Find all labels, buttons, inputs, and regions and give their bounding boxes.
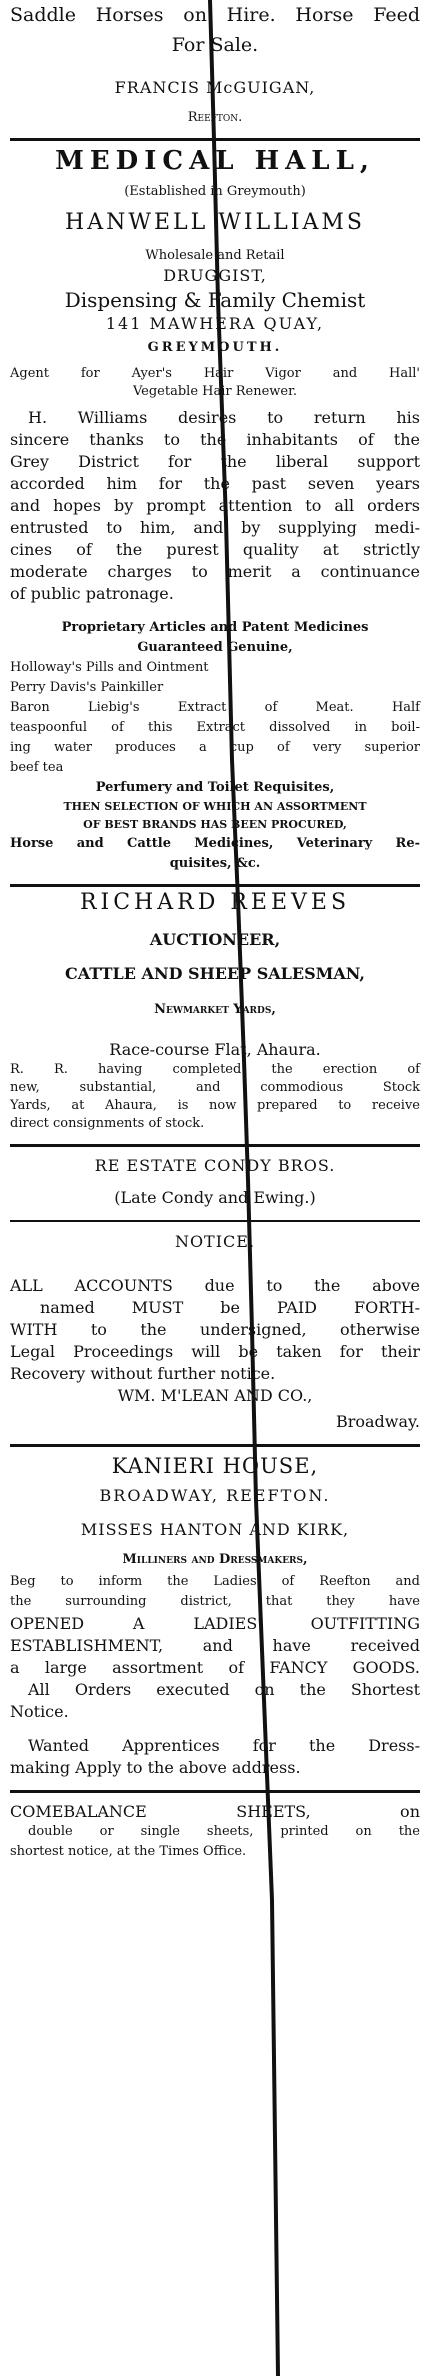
reeves-name: RICHARD REEVES <box>79 890 351 915</box>
reeves-role-1: AUCTIONEER, <box>149 930 281 949</box>
condy-sub: (Late Condy and Ewing.) <box>114 1188 316 1207</box>
medical-proprietor: HANWELL WILLIAMS <box>65 210 365 235</box>
medical-list-line: Holloway's Pills and Ointment <box>10 660 209 675</box>
saddle-proprietor: FRANCIS McGUIGAN, <box>114 78 316 97</box>
medical-body-line: Grey District for the liberal support <box>10 452 420 471</box>
kanieri-body-line: the surrounding district, that they have <box>10 1594 420 1609</box>
notice-body-line: ALL ACCOUNTS due to the above <box>10 1276 420 1295</box>
kanieri-body-line: All Orders executed on the Shortest <box>28 1680 420 1699</box>
kanieri-address: BROADWAY, REEFTON. <box>99 1486 331 1505</box>
reeves-flat: Race-course Flat, Ahaura. <box>109 1040 321 1059</box>
notice-place: Broadway. <box>335 1412 420 1431</box>
balance-line: double or single sheets, printed on the <box>28 1824 420 1839</box>
balance-line: shortest notice, at the Times Office. <box>10 1844 247 1859</box>
kanieri-body-line: Notice. <box>10 1702 69 1721</box>
medical-list-line: Baron Liebig's Extract of Meat. Half <box>10 700 420 715</box>
notice-body-line: named MUST be PAID FORTH- <box>40 1298 420 1317</box>
notice-signature: WM. M'LEAN AND CO., <box>117 1386 313 1405</box>
medical-list-line: Horse and Cattle Medicines, Veterinary Re- <box>10 836 420 851</box>
medical-list-line: THEN SELECTION OF WHICH AN ASSORTMENT <box>63 800 367 813</box>
medical-body-line: of public patronage. <box>10 584 174 603</box>
kanieri-wanted-line: Wanted Apprentices for the Dress- <box>28 1736 420 1755</box>
medical-trade-2: DRUGGIST, <box>163 266 267 285</box>
medical-body-line: H. Williams desires to return his <box>28 408 420 427</box>
kanieri-trade: Milliners and Dressmakers, <box>122 1552 308 1567</box>
medical-list-line: OF BEST BRANDS HAS BEEN PROCURED, <box>83 818 347 831</box>
medical-body-line: sincere thanks to the inhabitants of the <box>10 430 420 449</box>
balance-line: COMEBALANCE SHEETS, on <box>10 1802 420 1821</box>
medical-body-line: accorded him for the past seven years <box>10 474 420 493</box>
medical-list-line: teaspoonful of this Extract dissolved in boil- <box>10 720 420 735</box>
medical-body-line: cines of the purest quality at strictly <box>10 540 420 559</box>
notice-body-line: Recovery without further notice. <box>10 1364 276 1383</box>
medical-address: 141 MAWHERA QUAY, <box>105 314 325 333</box>
medical-trade-3: Dispensing & Family Chemist <box>64 288 366 312</box>
reeves-role-2: CATTLE AND SHEEP SALESMAN, <box>65 964 365 983</box>
reeves-body-line: Yards, at Ahaura, is now prepared to receive <box>10 1098 420 1113</box>
kanieri-body-line: a large assortment of FANCY GOODS. <box>10 1658 420 1677</box>
reeves-yards: Newmarket Yards, <box>154 1002 276 1017</box>
kanieri-wanted-line: making Apply to the above address. <box>10 1758 301 1777</box>
medical-agent-1: Agent for Ayer's Hair Vigor and Hall' <box>10 366 420 381</box>
saddle-line-1: Saddle Horses on Hire. Horse Feed <box>10 4 420 26</box>
medical-list-line: Guaranteed Genuine, <box>137 640 293 655</box>
medical-body-line: and hopes by prompt attention to all orders <box>10 496 420 515</box>
condy-title: RE ESTATE CONDY BROS. <box>94 1156 336 1175</box>
medical-agent-2: Vegetable Hair Renewer. <box>132 384 298 399</box>
notice-heading: NOTICE. <box>174 1232 256 1251</box>
medical-list-line: quisites, &c. <box>169 856 261 871</box>
medical-hall-title: MEDICAL HALL, <box>55 146 375 176</box>
kanieri-names: MISSES HANTON AND KIRK, <box>80 1520 350 1539</box>
kanieri-body-line: OPENED A LADIES' OUTFITTING <box>10 1614 420 1633</box>
medical-trade-1: Wholesale and Retail <box>145 248 285 263</box>
reeves-body-line: new, substantial, and commodious Stock <box>10 1080 420 1095</box>
medical-list-line: Perfumery and Toilet Requisites, <box>95 780 335 795</box>
medical-body-line: entrusted to him, and by supplying medi- <box>10 518 420 537</box>
kanieri-body-line: ESTABLISHMENT, and have received <box>10 1636 420 1655</box>
reeves-body-line: direct consignments of stock. <box>10 1116 205 1131</box>
notice-body-line: WITH to the undersigned, otherwise <box>10 1320 420 1339</box>
medical-list-line: ing water produces a cup of very superior <box>10 740 420 755</box>
medical-list-line: Proprietary Articles and Patent Medicines <box>61 620 369 635</box>
medical-list-line: Perry Davis's Painkiller <box>10 680 164 695</box>
medical-established: (Established in Greymouth) <box>124 184 306 199</box>
notice-body-line: Legal Proceedings will be taken for their <box>10 1342 420 1361</box>
saddle-line-2: For Sale. <box>171 34 259 56</box>
medical-list-line: beef tea <box>10 760 64 775</box>
kanieri-title: KANIERI HOUSE, <box>111 1454 319 1478</box>
saddle-place: Reefton. <box>187 110 243 125</box>
medical-body-line: moderate charges to merit a continuance <box>10 562 420 581</box>
kanieri-body-line: Beg to inform the Ladies of Reefton and <box>10 1574 420 1589</box>
medical-town: GREYMOUTH. <box>147 340 283 355</box>
reeves-body-line: R. R. having completed the erection of <box>10 1062 420 1077</box>
